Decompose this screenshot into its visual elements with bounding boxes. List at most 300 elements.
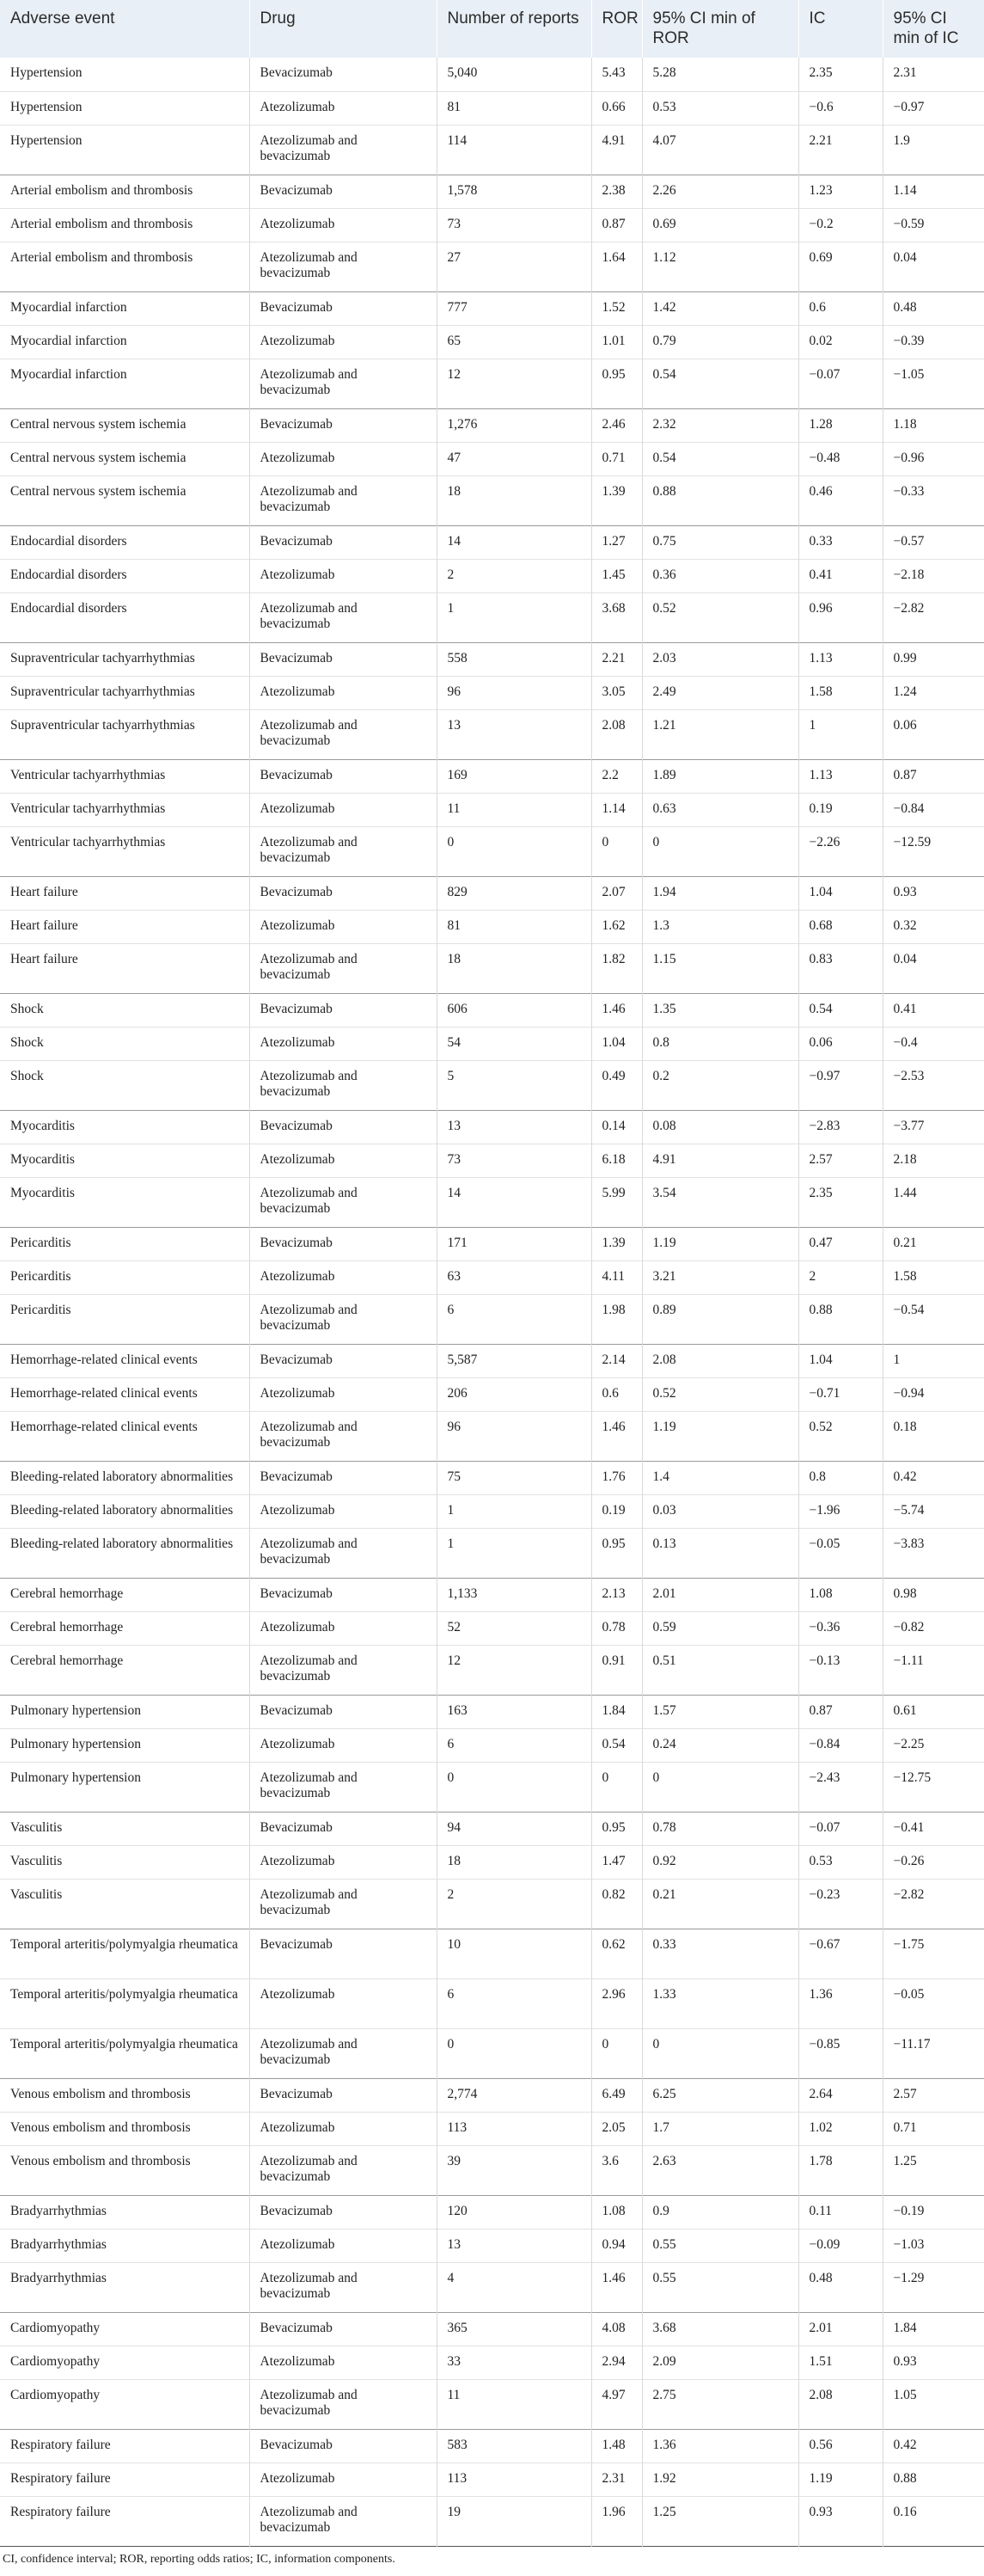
ror-cell: 1.96 [591,2496,642,2546]
drug-cell: Bevacizumab [249,1227,437,1260]
table-row [0,2145,984,2195]
ror-cell: 1.47 [591,1845,642,1879]
ror-cell: 1.45 [591,559,642,592]
ror-ci-min-cell: 1.89 [642,759,798,793]
reports-cell: 171 [437,1227,591,1260]
drug-cell: Atezolizumab [249,1978,437,2028]
drug-cell: Bevacizumab [249,291,437,325]
drug-cell: Atezolizumab and bevacizumab [249,1879,437,1929]
reports-cell: 113 [437,2112,591,2145]
ic-cell: 1.28 [798,408,883,442]
ic-ci-min-cell: 0.41 [883,993,984,1027]
drug-cell: Atezolizumab and bevacizumab [249,1060,437,1110]
ic-ci-min-cell: −12.75 [883,1762,984,1812]
ror-ci-min-cell: 0.52 [642,592,798,642]
adverse-event-cell: Shock [10,1034,44,1050]
drug-cell: Bevacizumab [249,1110,437,1144]
ic-cell: 0.47 [798,1227,883,1260]
table-row [0,1812,984,1845]
ror-cell: 6.18 [591,1144,642,1177]
ror-cell: 2.14 [591,1344,642,1377]
table-row [0,1695,984,1728]
ic-ci-min-cell: 0.16 [883,2496,984,2546]
ic-cell: 1.58 [798,676,883,709]
table-row [0,676,984,709]
adverse-event-cell: Arterial embolism and thrombosis [10,216,193,231]
ic-ci-min-cell: 0.93 [883,876,984,910]
drug-cell: Atezolizumab and bevacizumab [249,2496,437,2546]
table-row [0,442,984,475]
table-row [0,125,984,175]
ror-ci-min-cell: 0.21 [642,1879,798,1929]
ic-cell: 1.04 [798,876,883,910]
ic-cell: 0.46 [798,475,883,525]
reports-cell: 1 [437,1494,591,1528]
ror-ci-min-cell: 1.94 [642,876,798,910]
ror-ci-min-cell: 0.92 [642,1845,798,1879]
reports-cell: 18 [437,475,591,525]
ic-cell: 2 [798,1260,883,1294]
adverse-event-cell: Venous embolism and thrombosis [10,2086,191,2101]
drug-cell: Atezolizumab [249,1260,437,1294]
ic-cell: 0.8 [798,1461,883,1494]
table-row [0,1645,984,1695]
drug-cell: Bevacizumab [249,2078,437,2112]
ic-ci-min-cell: 0.48 [883,291,984,325]
reports-cell: 11 [437,2379,591,2429]
ic-cell: −0.97 [798,1060,883,1110]
table-row [0,1177,984,1227]
ror-cell: 2.13 [591,1578,642,1611]
ic-cell: −0.05 [798,1528,883,1578]
reports-cell: 606 [437,993,591,1027]
drug-cell: Bevacizumab [249,2312,437,2346]
ic-ci-min-cell: 1.58 [883,1260,984,1294]
drug-cell: Atezolizumab and bevacizumab [249,2028,437,2078]
ic-ci-min-cell: −1.03 [883,2229,984,2262]
ror-cell: 0.62 [591,1929,642,1978]
ror-cell: 2.21 [591,642,642,676]
ic-cell: 1 [798,709,883,759]
reports-cell: 163 [437,1695,591,1728]
reports-cell: 0 [437,1762,591,1812]
drug-cell: Atezolizumab and bevacizumab [249,1294,437,1344]
ic-ci-min-cell: 1.18 [883,408,984,442]
adverse-event-cell: Vasculitis [10,1853,63,1868]
drug-cell: Bevacizumab [249,2195,437,2229]
ic-ci-min-cell: −2.18 [883,559,984,592]
ic-cell: −0.67 [798,1929,883,1978]
drug-cell: Atezolizumab and bevacizumab [249,125,437,175]
ic-ci-min-cell: −0.84 [883,793,984,826]
ror-ci-min-cell: 1.19 [642,1411,798,1461]
ror-ci-min-cell: 0.51 [642,1645,798,1695]
ror-ci-min-cell: 4.91 [642,1144,798,1177]
ror-cell: 0.49 [591,1060,642,1110]
ror-cell: 1.98 [591,1294,642,1344]
adverse-event-cell: Arterial embolism and thrombosis [10,249,193,265]
reports-cell: 47 [437,442,591,475]
ic-cell: 1.13 [798,642,883,676]
drug-cell: Bevacizumab [249,2429,437,2463]
ic-ci-min-cell: −0.4 [883,1027,984,1060]
table-row [0,943,984,993]
reports-cell: 365 [437,2312,591,2346]
ror-cell: 1.46 [591,993,642,1027]
reports-cell: 14 [437,1177,591,1227]
reports-cell: 1,133 [437,1578,591,1611]
ror-cell: 1.46 [591,1411,642,1461]
ror-cell: 1.04 [591,1027,642,1060]
ror-cell: 2.38 [591,175,642,208]
drug-cell: Bevacizumab [249,408,437,442]
adverse-event-cell: Endocardial disorders [10,533,127,549]
ic-ci-min-cell: −0.82 [883,1611,984,1645]
ic-cell: 1.04 [798,1344,883,1377]
drug-cell: Atezolizumab [249,325,437,359]
ic-ci-min-cell: −2.25 [883,1728,984,1762]
ror-ci-min-cell: 2.08 [642,1344,798,1377]
ic-cell: 0.19 [798,793,883,826]
table-row [0,1845,984,1879]
drug-cell: Atezolizumab [249,1611,437,1645]
ror-cell: 1.01 [591,325,642,359]
ic-ci-min-cell: 0.98 [883,1578,984,1611]
ror-ci-min-cell: 0.75 [642,525,798,559]
header-adverse-event: Adverse event [10,9,115,28]
ror-cell: 0.95 [591,1528,642,1578]
ror-cell: 4.08 [591,2312,642,2346]
table-row [0,2496,984,2546]
ror-cell: 0 [591,2028,642,2078]
ror-cell: 2.94 [591,2346,642,2379]
drug-cell: Bevacizumab [249,1578,437,1611]
ic-ci-min-cell: −0.54 [883,1294,984,1344]
ror-cell: 0.94 [591,2229,642,2262]
adverse-event-cell: Ventricular tachyarrhythmias [10,800,166,816]
drug-cell: Atezolizumab [249,559,437,592]
reports-cell: 169 [437,759,591,793]
reports-cell: 6 [437,1728,591,1762]
drug-cell: Atezolizumab [249,1728,437,1762]
ic-ci-min-cell: −0.59 [883,208,984,242]
ror-ci-min-cell: 1.4 [642,1461,798,1494]
reports-cell: 1,578 [437,175,591,208]
header-ic: IC [798,0,883,58]
ror-cell: 0.82 [591,1879,642,1929]
ror-ci-min-cell: 1.33 [642,1978,798,2028]
ic-cell: −2.83 [798,1110,883,1144]
ror-cell: 4.91 [591,125,642,175]
ic-cell: −2.26 [798,826,883,876]
ic-ci-min-cell: 0.88 [883,2463,984,2496]
ror-cell: 0.66 [591,91,642,125]
table-row [0,58,984,91]
table-row [0,642,984,676]
reports-cell: 206 [437,1377,591,1411]
drug-cell: Bevacizumab [249,642,437,676]
ror-cell: 2.07 [591,876,642,910]
adverse-event-cell: Myocarditis [10,1118,75,1133]
ror-ci-min-cell: 1.21 [642,709,798,759]
ror-ci-min-cell: 0 [642,826,798,876]
ror-ci-min-cell: 1.19 [642,1227,798,1260]
ic-ci-min-cell: −0.94 [883,1377,984,1411]
adverse-event-cell: Myocardial infarction [10,333,127,348]
ror-cell: 1.27 [591,525,642,559]
ic-cell: −0.23 [798,1879,883,1929]
reports-cell: 1 [437,1528,591,1578]
ic-cell: −0.09 [798,2229,883,2262]
table-row [0,826,984,876]
ic-ci-min-cell: 1.25 [883,2145,984,2195]
reports-cell: 14 [437,525,591,559]
table-body [0,58,984,2546]
ror-ci-min-cell: 1.57 [642,1695,798,1728]
ic-cell: 0.02 [798,325,883,359]
table-row [0,759,984,793]
ror-ci-min-cell: 5.28 [642,58,798,91]
ic-cell: 2.35 [798,1177,883,1227]
ic-ci-min-cell: −1.11 [883,1645,984,1695]
ror-ci-min-cell: 1.36 [642,2429,798,2463]
ror-ci-min-cell: 3.21 [642,1260,798,1294]
adverse-event-cell: Bleeding-related laboratory abnormalities [10,1502,234,1518]
ic-cell: −0.48 [798,442,883,475]
reports-cell: 54 [437,1027,591,1060]
ic-ci-min-cell: −2.53 [883,1060,984,1110]
drug-cell: Atezolizumab [249,793,437,826]
ic-ci-min-cell: −11.17 [883,2028,984,2078]
drug-cell: Bevacizumab [249,1929,437,1978]
table-header [0,0,984,58]
drug-cell: Atezolizumab [249,1494,437,1528]
adverse-event-cell: Cardiomyopathy [10,2387,101,2402]
ic-ci-min-cell: 0.99 [883,642,984,676]
ic-cell: −0.2 [798,208,883,242]
ic-cell: −0.84 [798,1728,883,1762]
reports-cell: 558 [437,642,591,676]
table-row [0,1879,984,1929]
ror-cell: 1.08 [591,2195,642,2229]
ic-ci-min-cell: −1.75 [883,1929,984,1978]
ic-ci-min-cell: 1.9 [883,125,984,175]
drug-cell: Bevacizumab [249,58,437,91]
table-row [0,325,984,359]
adverse-event-cell: Supraventricular tachyarrhythmias [10,717,195,733]
ic-cell: 0.88 [798,1294,883,1344]
ror-ci-min-cell: 0.55 [642,2229,798,2262]
reports-cell: 120 [437,2195,591,2229]
reports-cell: 13 [437,1110,591,1144]
ic-cell: 0.33 [798,525,883,559]
ror-cell: 4.11 [591,1260,642,1294]
ror-ci-min-cell: 1.3 [642,910,798,943]
table-row [0,2346,984,2379]
ic-ci-min-cell: 0.87 [883,759,984,793]
table-row [0,408,984,442]
table-row [0,1260,984,1294]
ror-ci-min-cell: 0.52 [642,1377,798,1411]
table-row [0,175,984,208]
ror-cell: 3.05 [591,676,642,709]
ror-cell: 3.68 [591,592,642,642]
drug-cell: Atezolizumab and bevacizumab [249,2379,437,2429]
drug-cell: Atezolizumab [249,910,437,943]
reports-cell: 2 [437,1879,591,1929]
adverse-event-cell: Heart failure [10,951,78,966]
ic-cell: 2.64 [798,2078,883,2112]
ror-ci-min-cell: 2.49 [642,676,798,709]
adverse-event-cell: Bradyarrhythmias [10,2236,107,2252]
ror-cell: 5.43 [591,58,642,91]
ror-ci-min-cell: 2.63 [642,2145,798,2195]
header-row [0,0,984,58]
adverse-event-cell: Temporal arteritis/polymyalgia rheumatica [10,1986,238,2002]
reports-cell: 777 [437,291,591,325]
table-row [0,592,984,642]
ror-cell: 1.82 [591,943,642,993]
ic-cell: 0.83 [798,943,883,993]
ic-cell: 1.36 [798,1978,883,2028]
table-row [0,709,984,759]
ror-ci-min-cell: 4.07 [642,125,798,175]
ic-cell: 2.01 [798,2312,883,2346]
ror-ci-min-cell: 0.88 [642,475,798,525]
adverse-event-cell: Endocardial disorders [10,600,127,616]
ic-ci-min-cell: 0.04 [883,943,984,993]
reports-cell: 18 [437,1845,591,1879]
ic-ci-min-cell: −1.05 [883,359,984,408]
ror-ci-min-cell: 1.35 [642,993,798,1027]
ror-ci-min-cell: 0 [642,2028,798,2078]
table-footnote: CI, confidence interval; ROR, reporting odds ratios; IC, information components. [3,2553,395,2566]
adverse-event-cell: Pulmonary hypertension [10,1702,141,1718]
table-row [0,1110,984,1144]
table-row [0,242,984,291]
ror-cell: 1.52 [591,291,642,325]
ror-cell: 1.14 [591,793,642,826]
table-row [0,559,984,592]
drug-cell: Atezolizumab [249,208,437,242]
ic-ci-min-cell: −2.82 [883,592,984,642]
ic-ci-min-cell: −0.57 [883,525,984,559]
drug-cell: Atezolizumab [249,2112,437,2145]
ror-ci-min-cell: 1.42 [642,291,798,325]
ror-cell: 2.05 [591,2112,642,2145]
table-row [0,1377,984,1411]
drug-cell: Atezolizumab [249,442,437,475]
ror-cell: 4.97 [591,2379,642,2429]
ic-cell: 0.53 [798,1845,883,1879]
reports-cell: 18 [437,943,591,993]
adverse-event-cell: Central nervous system ischemia [10,416,186,432]
ror-cell: 2.08 [591,709,642,759]
ror-cell: 0.14 [591,1110,642,1144]
ror-ci-min-cell: 2.03 [642,642,798,676]
ror-ci-min-cell: 0.79 [642,325,798,359]
ror-ci-min-cell: 0.59 [642,1611,798,1645]
ic-cell: 0.11 [798,2195,883,2229]
table-row [0,2229,984,2262]
ror-ci-min-cell: 0.54 [642,359,798,408]
ror-ci-min-cell: 2.75 [642,2379,798,2429]
reports-cell: 113 [437,2463,591,2496]
ic-cell: 1.19 [798,2463,883,2496]
ror-ci-min-cell: 0.54 [642,442,798,475]
table-row [0,1762,984,1812]
ror-ci-min-cell: 0.2 [642,1060,798,1110]
ror-cell: 1.39 [591,1227,642,1260]
adverse-event-cell: Arterial embolism and thrombosis [10,182,193,198]
adverse-event-cell: Pulmonary hypertension [10,1769,141,1785]
ror-cell: 0 [591,1762,642,1812]
reports-cell: 2 [437,559,591,592]
ror-cell: 0.71 [591,442,642,475]
ic-ci-min-cell: −0.97 [883,91,984,125]
drug-cell: Atezolizumab [249,1027,437,1060]
adverse-event-cell: Cerebral hemorrhage [10,1585,124,1601]
ic-cell: 0.54 [798,993,883,1027]
ic-cell: −2.43 [798,1762,883,1812]
drug-cell: Bevacizumab [249,993,437,1027]
ror-ci-min-cell: 2.09 [642,2346,798,2379]
ic-cell: −0.07 [798,1812,883,1845]
adverse-event-cell: Endocardial disorders [10,567,127,582]
adverse-event-cell: Myocarditis [10,1185,75,1200]
table-row [0,2379,984,2429]
reports-cell: 73 [437,1144,591,1177]
ror-ci-min-cell: 0.78 [642,1812,798,1845]
header-ror: ROR [591,0,642,58]
table-row [0,208,984,242]
ic-ci-min-cell: −0.39 [883,325,984,359]
ror-ci-min-cell: 2.01 [642,1578,798,1611]
reports-cell: 63 [437,1260,591,1294]
reports-cell: 1 [437,592,591,642]
reports-cell: 33 [437,2346,591,2379]
adverse-event-cell: Hemorrhage-related clinical events [10,1352,198,1367]
reports-cell: 0 [437,2028,591,2078]
table-row [0,1461,984,1494]
ic-ci-min-cell: −1.29 [883,2262,984,2312]
ic-ci-min-cell: 0.42 [883,2429,984,2463]
adverse-event-cell: Pericarditis [10,1302,71,1317]
ic-ci-min-cell: 0.21 [883,1227,984,1260]
ror-cell: 3.6 [591,2145,642,2195]
table-row [0,2112,984,2145]
table-row [0,1411,984,1461]
ic-cell: 0.06 [798,1027,883,1060]
ror-ci-min-cell: 0.55 [642,2262,798,2312]
ic-cell: 0.96 [798,592,883,642]
ic-ci-min-cell: 2.57 [883,2078,984,2112]
ror-ci-min-cell: 1.92 [642,2463,798,2496]
reports-cell: 6 [437,1978,591,2028]
adverse-event-cell: Respiratory failure [10,2470,111,2486]
ic-cell: 0.56 [798,2429,883,2463]
ic-cell: 2.08 [798,2379,883,2429]
ic-ci-min-cell: 2.31 [883,58,984,91]
ic-cell: −0.71 [798,1377,883,1411]
drug-cell: Atezolizumab [249,676,437,709]
ic-cell: 1.23 [798,175,883,208]
ic-ci-min-cell: 1.84 [883,2312,984,2346]
ror-ci-min-cell: 0.13 [642,1528,798,1578]
ror-ci-min-cell: 1.7 [642,2112,798,2145]
ic-cell: −0.36 [798,1611,883,1645]
drug-cell: Atezolizumab and bevacizumab [249,2262,437,2312]
